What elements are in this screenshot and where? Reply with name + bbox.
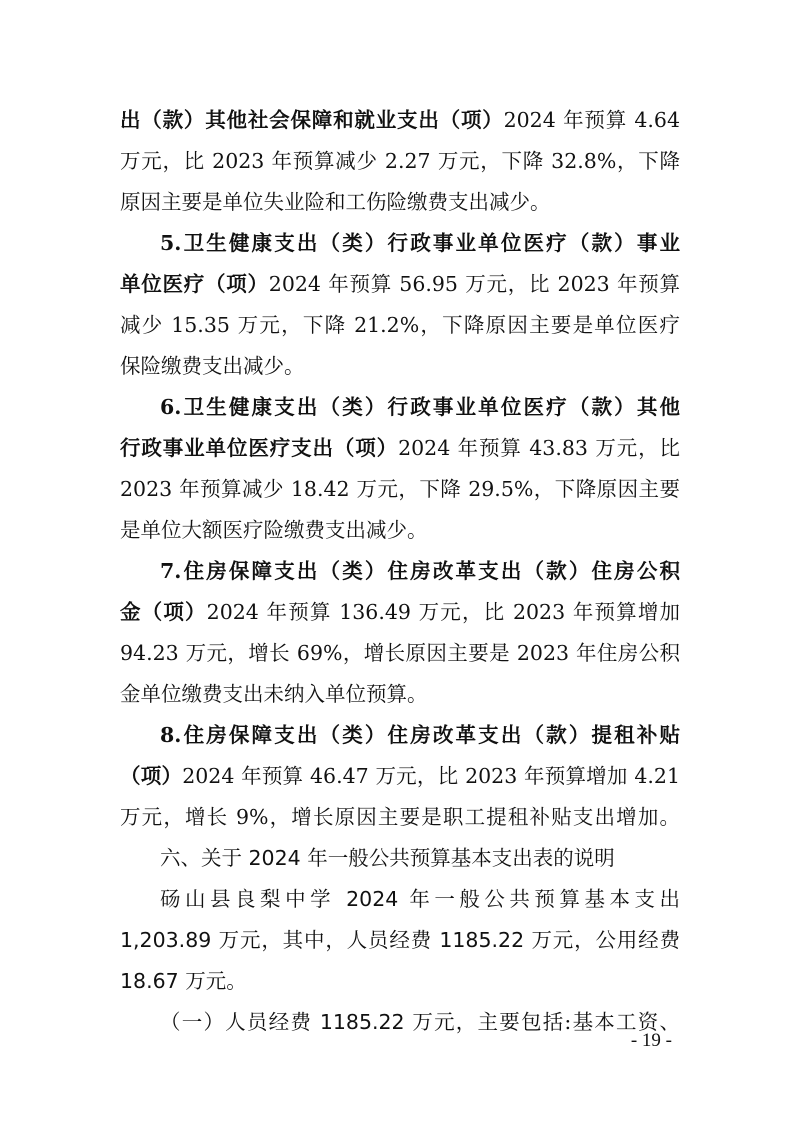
text-run: 六、关于 2024 年一般公共预算基本支出表的说明 <box>160 846 615 870</box>
text-run: 万元，比 2023 年预算减少 2.27 万元，下降 32.8%，下降 <box>120 149 680 173</box>
text-run: 2024 年预算 136.49 万元，比 2023 年预算增加 <box>206 600 680 624</box>
text-run: （项） <box>120 764 183 788</box>
text-run: 是单位大额医疗险缴费支出减少。 <box>120 518 428 542</box>
text-run: 2024 年预算 4.64 <box>503 108 680 132</box>
page-number: - 19 - <box>630 1030 672 1051</box>
text-run: 金（项） <box>120 600 207 624</box>
text-run: 年一般公共预算基本支出 <box>398 887 680 911</box>
text-line-13 <box>120 592 680 632</box>
text-run: 减少 15.35 万元，下降 21.2%，下降原因主要是单位医疗 <box>120 313 680 337</box>
text-run: 1,203.89 <box>120 928 212 952</box>
text-run: 94.23 万元，增长 69%，增长原因主要是 2023 年住房公积 <box>120 641 680 665</box>
text-run: 万元，主要包括:基本工资、 <box>404 1010 680 1034</box>
text-run: 单位医疗（项） <box>120 272 269 296</box>
text-run: 万元，增长 9%，增长原因主要是职工提租补贴支出增加。 <box>120 805 680 829</box>
text-run: 8.住房保障支出（类）住房改革支出（款）提租补贴 <box>160 723 680 747</box>
text-line-14 <box>120 633 680 673</box>
text-line-6 <box>120 305 680 345</box>
text-run: 原因主要是单位失业险和工伤险缴费支出减少。 <box>120 190 551 214</box>
text-line-11 <box>120 510 680 550</box>
text-line-22 <box>120 961 680 1001</box>
section-5-heading <box>160 223 680 263</box>
section-6-heading <box>160 387 680 427</box>
text-line-15 <box>120 674 680 714</box>
text-run: 万元，其中，人员经费 <box>211 928 440 952</box>
text-run: （一）人员经费 <box>160 1010 320 1034</box>
text-line-10 <box>120 469 680 509</box>
text-line-20 <box>160 879 680 919</box>
text-run: 2024 年预算 46.47 万元，比 2023 年预算增加 4.21 <box>182 764 681 788</box>
text-line-7 <box>120 346 680 386</box>
text-line-2 <box>120 141 680 181</box>
text-line-9 <box>120 428 680 468</box>
text-run: 行政事业单位医疗支出（项） <box>120 436 399 460</box>
text-line-21 <box>120 920 680 960</box>
text-run: 18.67 <box>120 969 179 993</box>
text-run: 1185.22 <box>319 1010 405 1034</box>
text-line-23 <box>160 1002 680 1042</box>
text-run: 6.卫生健康支出（类）行政事业单位医疗（款）其他 <box>160 395 680 419</box>
text-run: 万元。 <box>178 969 247 993</box>
section-8-heading <box>160 715 680 755</box>
text-run: 2024 年预算 43.83 万元，比 <box>398 436 680 460</box>
text-line-5 <box>120 264 680 304</box>
text-line-1 <box>120 100 680 140</box>
section-7-heading <box>160 551 680 591</box>
text-run: 出（款）其他社会保障和就业支出（项） <box>120 108 504 132</box>
text-line-18 <box>120 797 680 837</box>
text-line-3 <box>120 182 680 222</box>
text-run: 2023 年预算减少 18.42 万元，下降 29.5%，下降原因主要 <box>120 477 680 501</box>
text-run: 万元，公用经费 <box>524 928 680 952</box>
text-line-17 <box>120 756 680 796</box>
text-run: 5.卫生健康支出（类）行政事业单位医疗（款）事业 <box>160 231 680 255</box>
text-run: 1185.22 <box>439 928 525 952</box>
text-run: 2024 年预算 56.95 万元，比 2023 年预算 <box>268 272 680 296</box>
section-six-title <box>160 838 680 878</box>
text-run: 7.住房保障支出（类）住房改革支出（款）住房公积 <box>160 559 680 583</box>
text-run: 金单位缴费支出未纳入单位预算。 <box>120 682 428 706</box>
text-run: 保险缴费支出减少。 <box>120 354 305 378</box>
text-run: 砀山县良梨中学 <box>160 887 347 911</box>
text-run: 2024 <box>346 887 399 911</box>
